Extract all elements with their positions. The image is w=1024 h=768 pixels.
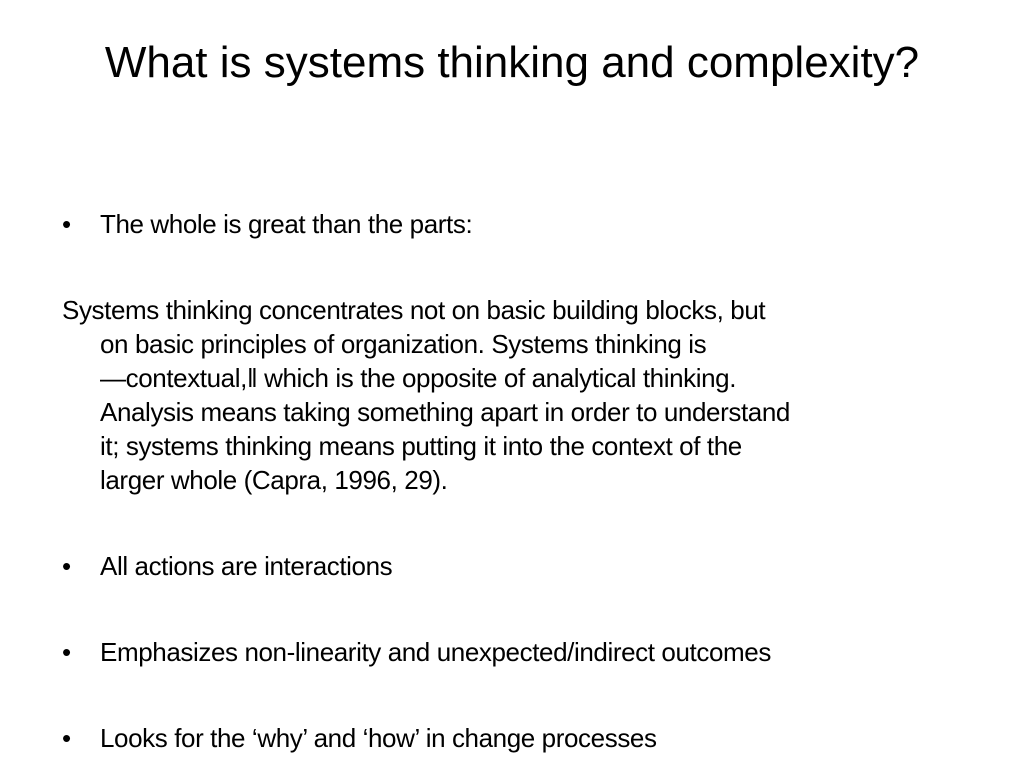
bullet-dot: • [62,637,71,667]
bullet-text: The whole is great than the parts: [100,209,473,239]
bullet-dot: • [62,551,71,581]
bullet-item [62,206,1007,242]
bullet-dot: • [62,723,71,753]
bullet-text: Looks for the ‘why’ and ‘how’ in change processes [100,723,657,753]
bullet-item [62,634,1007,670]
bullet-item [62,548,1007,584]
bullet-text: All actions are interactions [100,551,393,581]
bullet-item [62,720,1007,756]
slide-body [62,206,1007,756]
bullet-text: Emphasizes non-linearity and unexpected/indirect outcomes [100,637,771,667]
slide-title: What is systems thinking and complexity? [104,38,920,87]
bullet-dot: • [62,209,71,239]
quote-paragraph: Systems thinking concentrates not on basic building blocks, but on basic principles of organization. Systems thinking is —contextual,‖ which is the opposite of analytical thinking. Analysis means taking something apart in order to understand it; systems thinking means putting it into the context of the larger whole (Capra, 1996, 29). [62,295,790,495]
